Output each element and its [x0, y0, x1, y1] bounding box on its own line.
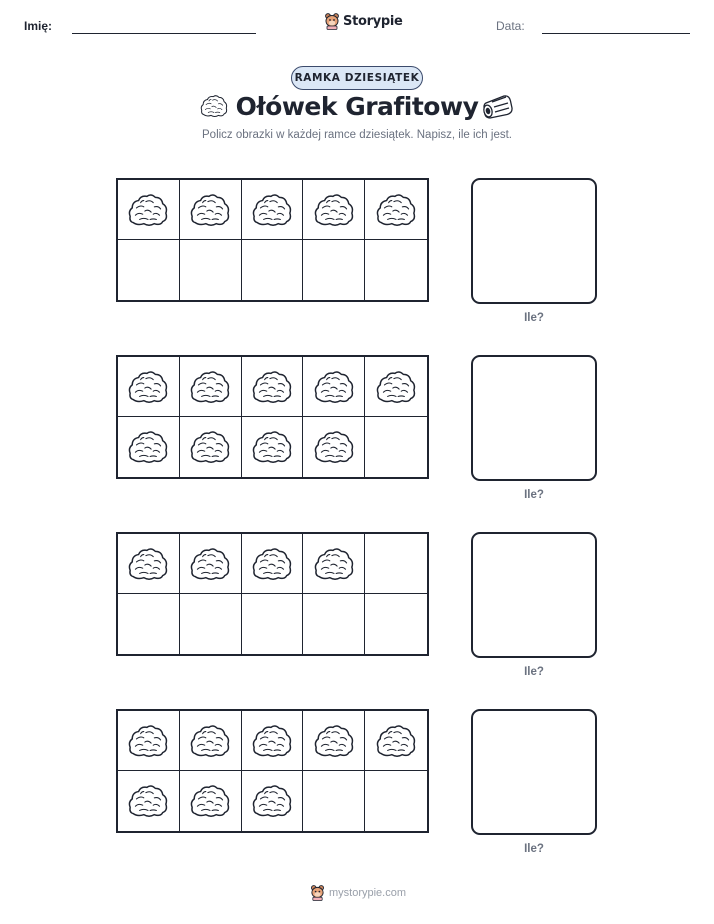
graphite-rock-icon	[127, 545, 169, 583]
ten-frame-cell	[180, 417, 242, 477]
answer-label-2: Ile?	[524, 489, 544, 501]
ten-frame-cell	[365, 240, 427, 300]
ten-frame-cell	[242, 534, 304, 594]
graphite-rock-icon	[127, 782, 169, 820]
graphite-rock-icon	[189, 545, 231, 583]
answer-box-3[interactable]	[471, 532, 597, 658]
ten-frame-cell	[118, 771, 180, 831]
ten-frame-cell	[303, 711, 365, 771]
ten-frame-cell	[242, 711, 304, 771]
ten-frame-cell	[303, 534, 365, 594]
ten-frame-cell	[118, 240, 180, 300]
ten-frame-cell	[242, 180, 304, 240]
name-label: Imię:	[24, 19, 53, 33]
brand-mascot-icon	[324, 12, 340, 30]
ten-frame-cell	[303, 357, 365, 417]
ten-frame-cell	[242, 417, 304, 477]
answer-label-4: Ile?	[524, 843, 544, 855]
ten-frame-cell	[303, 180, 365, 240]
ten-frame-cell	[180, 180, 242, 240]
graphite-rock-icon	[189, 782, 231, 820]
ten-frame-cell	[365, 180, 427, 240]
brand-name: Storypie	[343, 13, 403, 29]
graphite-rock-icon	[251, 368, 293, 406]
ten-frame-cell	[365, 417, 427, 477]
ten-frame-cell	[180, 771, 242, 831]
graphite-rock-icon	[127, 428, 169, 466]
graphite-rock-icon	[251, 545, 293, 583]
ten-frame-3	[116, 532, 429, 656]
graphite-rock-icon	[375, 722, 417, 760]
ten-frame-cell	[242, 357, 304, 417]
graphite-rock-icon	[251, 722, 293, 760]
ten-frame-cell	[365, 594, 427, 654]
answer-box-2[interactable]	[471, 355, 597, 481]
ten-frame-cell	[180, 240, 242, 300]
ten-frame-cell	[303, 594, 365, 654]
graphite-rock-icon	[189, 428, 231, 466]
graphite-rock-icon	[313, 191, 355, 229]
ten-frame-cell	[118, 357, 180, 417]
graphite-rock-icon	[251, 428, 293, 466]
ten-frame-cell	[303, 417, 365, 477]
ten-frame-cell	[118, 417, 180, 477]
ten-frame-cell	[118, 594, 180, 654]
footer	[310, 884, 406, 901]
footer-mascot-icon	[310, 884, 325, 901]
ten-frame-cell	[242, 594, 304, 654]
ten-frame-cell	[118, 711, 180, 771]
ten-frame-cell	[365, 357, 427, 417]
ten-frame-cell	[303, 240, 365, 300]
name-line[interactable]	[72, 33, 256, 34]
graphite-rock-icon	[313, 545, 355, 583]
ten-frame-cell	[118, 534, 180, 594]
graphite-rock-icon	[375, 191, 417, 229]
brand-logo	[324, 12, 403, 30]
ten-frame-1	[116, 178, 429, 302]
graphite-rock-icon	[313, 428, 355, 466]
graphite-rock-icon	[189, 368, 231, 406]
graphite-rock-icon	[313, 368, 355, 406]
graphite-rock-icon	[127, 722, 169, 760]
graphite-rock-icon	[189, 722, 231, 760]
graphite-rock-icon	[375, 368, 417, 406]
ten-frame-cell	[180, 534, 242, 594]
answer-label-3: Ile?	[524, 666, 544, 678]
ten-frame-cell	[365, 534, 427, 594]
worksheet-type-badge: RAMKA DZIESIĄTEK	[291, 66, 423, 90]
ten-frame-cell	[180, 357, 242, 417]
page-title: Ołówek Grafitowy	[235, 92, 479, 121]
ten-frame-cell	[242, 240, 304, 300]
footer-url: mystorypie.com	[329, 886, 407, 899]
ten-frame-cell	[365, 771, 427, 831]
date-label: Data:	[496, 19, 525, 33]
ten-frame-cell	[180, 711, 242, 771]
ten-frame-cell	[242, 771, 304, 831]
answer-box-1[interactable]	[471, 178, 597, 304]
graphite-rock-icon	[313, 722, 355, 760]
graphite-rock-icon	[251, 782, 293, 820]
graphite-rock-icon	[127, 191, 169, 229]
ten-frame-cell	[118, 180, 180, 240]
ten-frame-cell	[365, 711, 427, 771]
pencil-stub-icon	[482, 93, 514, 119]
ten-frame-2	[116, 355, 429, 479]
graphite-rock-icon	[189, 191, 231, 229]
date-line[interactable]	[542, 33, 690, 34]
instructions: Policz obrazki w każdej ramce dziesiątek. Napisz, ile ich jest.	[202, 129, 512, 141]
graphite-rock-icon	[251, 191, 293, 229]
ten-frame-cell	[180, 594, 242, 654]
answer-label-1: Ile?	[524, 312, 544, 324]
graphite-rock-icon	[127, 368, 169, 406]
answer-box-4[interactable]	[471, 709, 597, 835]
ten-frame-4	[116, 709, 429, 833]
ten-frame-cell	[303, 771, 365, 831]
